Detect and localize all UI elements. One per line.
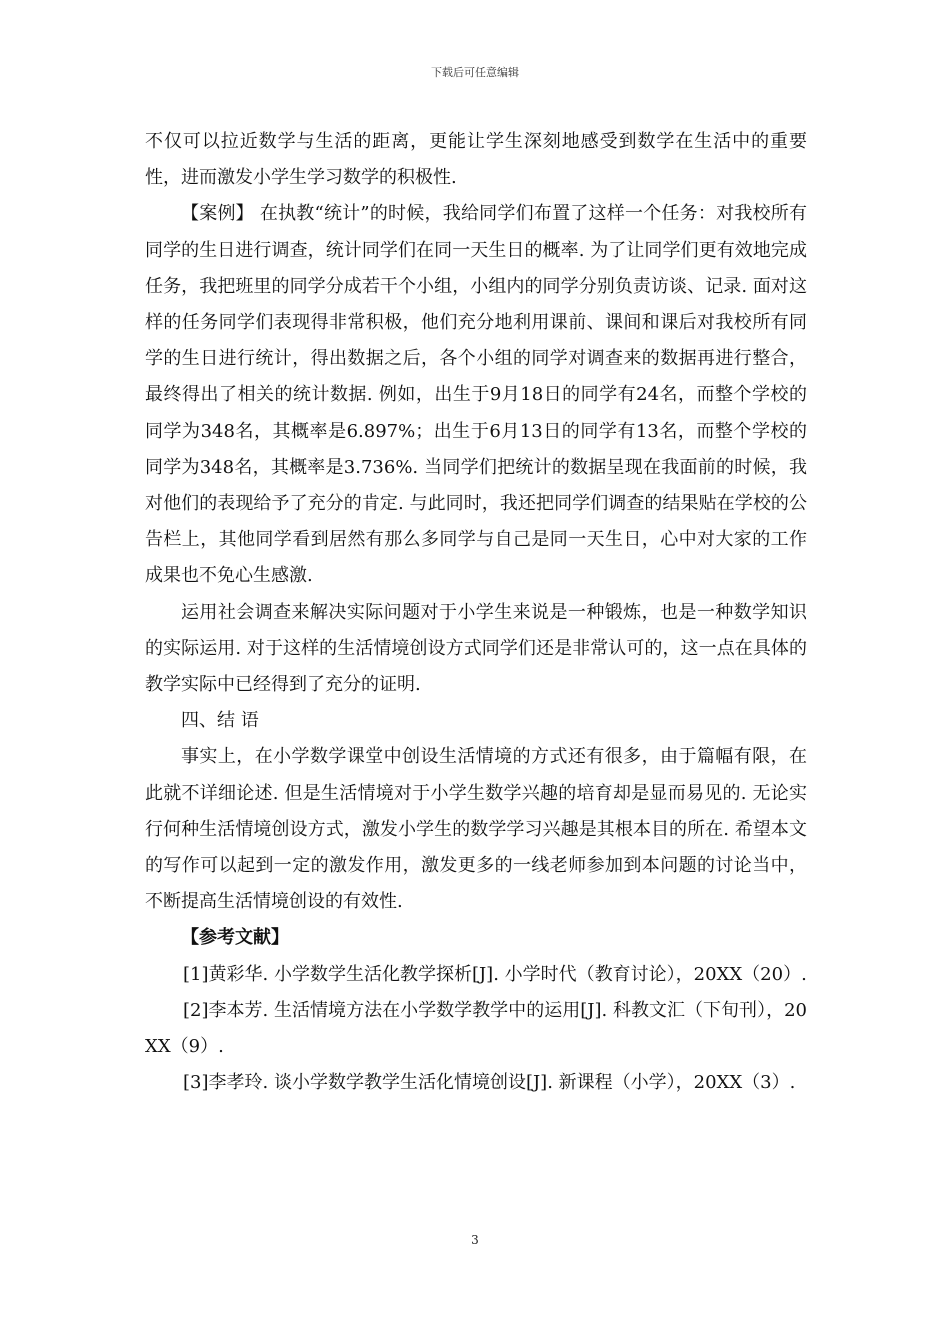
reference-item-3: [3]李孝玲. 谈小学数学教学生活化情境创设[J]. 新课程（小学），20XX（3）. — [183, 1072, 796, 1094]
paragraph-case — [145, 196, 807, 594]
paragraph-intro: 不仅可以拉近数学与生活的距离，更能让学生深刻地感受到数学在生活中的重要性，进而激发小学生学习数学的积极性. — [145, 131, 807, 189]
paragraph-conclusion: 事实上，在小学数学课堂中创设生活情境的方式还有很多，由于篇幅有限，在此就不详细论述. 但是生活情境对于小学生数学兴趣的培育却是显而易见的. 无论实行何种生活情境创设方式，激发小学生的数学学习兴趣是其根本目的所在. 希望本文的写作可以起到一定的激发作用，激发更多的一线老师参加到本问题的讨论当中，不断提高生活情境创设的有效性. — [145, 746, 807, 913]
page-header: 下载后可任意编辑 — [431, 66, 519, 79]
section-heading-conclusion: 四、结 语 — [181, 710, 259, 732]
references-heading: 【参考文献】 — [181, 927, 289, 949]
document-body — [145, 124, 807, 1101]
reference-item-1: [1]黄彩华. 小学数学生活化教学探析[J]. 小学时代（教育讨论），20XX（20）. — [183, 963, 807, 985]
case-text: 在执教“统计”的时候，我给同学们布置了这样一个任务：对我校所有同学的生日进行调查，统计同学们在同一天生日的概率. 为了让同学们更有效地完成任务，我把班里的同学分成若干个小组，小组内的同学分别负责访谈、记录. 面对这样的任务同学们表现得非常积极，他们充分地利用课前、课间和课后对我校所有同学的生日进行统计，得出数据之后，各个小组的同学对调查来的数据再进行整合，最终得出了相关的统计数据. 例如，出生于9月18日的同学有24名，而整个学校的同学为348名，其概率是6.897%；出生于6月13日的同学有13名，而整个学校的同学为348名，其概率是3.736%. 当同学们把统计的数据呈现在我面前的时候，我对他们的表现给予了充分的肯定. 与此同时，我还把同学们调查的结果贴在学校的公告栏上，其他同学看到居然有那么多同学与自己是同一天生日，心中对大家的工作成果也不免心生感激. — [145, 203, 808, 587]
paragraph-social-survey: 运用社会调查来解决实际问题对于小学生来说是一种锻炼，也是一种数学知识的实际运用. 对于这样的生活情境创设方式同学们还是非常认可的，这一点在具体的教学实际中已经得到了充分的证明. — [145, 601, 807, 696]
reference-item-2: [2]李本芳. 生活情境方法在小学数学教学中的运用[J]. 科教文汇（下旬刊），20XX（9）. — [145, 999, 807, 1058]
case-label: 【案例】 — [181, 203, 254, 225]
page-number: 3 — [471, 1233, 479, 1247]
